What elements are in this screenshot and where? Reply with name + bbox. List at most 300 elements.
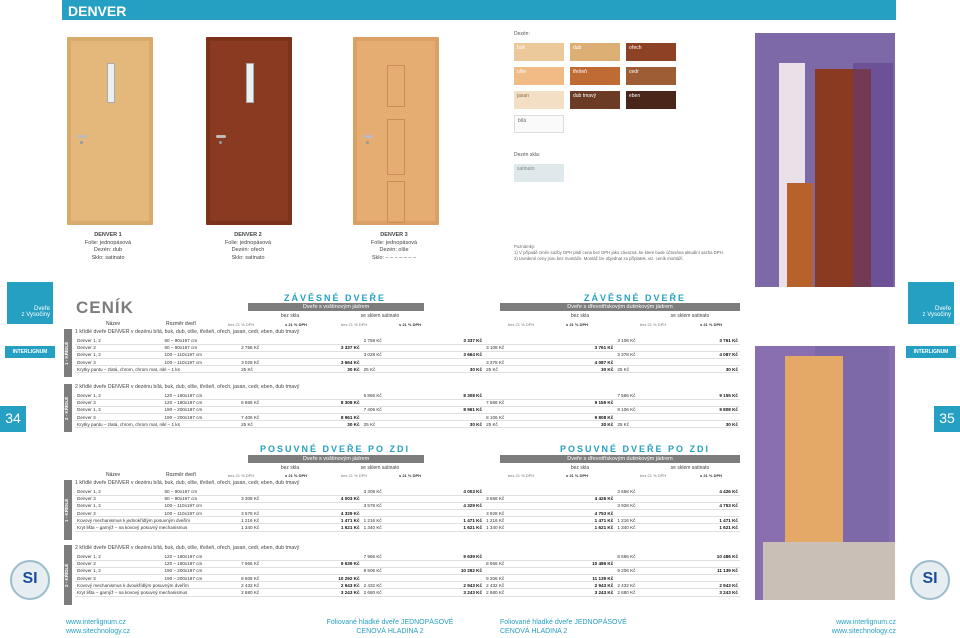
table-row — [75, 553, 740, 560]
table-cell: 30 Kč — [300, 421, 361, 428]
table-cell: 25 Kč — [615, 421, 676, 428]
table-cell: Krytky pantu – zlatá, chrom, chrom mat, nikl – 1 ks — [75, 421, 239, 428]
door-3 — [353, 37, 439, 225]
door-caption-pattern: Dezén: dub — [93, 247, 123, 253]
group-note: 1 křídlé dveře DENVER v dezénu bílá, buk, dub, olše, třešeň, ořech, jasan, cedr, eben, dub tmavý — [75, 480, 300, 486]
table-cell — [362, 399, 423, 406]
table-cell — [239, 337, 300, 344]
table-cell — [362, 344, 423, 351]
table-cell — [484, 567, 550, 574]
table-cell: 10 486 Kč — [550, 560, 616, 567]
table-cell: 3 761 Kč — [550, 344, 616, 351]
col-name: Název — [106, 321, 121, 327]
table-cell: 100 – 110x197 cm — [163, 510, 240, 517]
table-cell: 3 243 Kč — [677, 589, 740, 596]
table-cell — [615, 399, 676, 406]
table-cell: 8 106 Kč — [615, 406, 676, 413]
table-cell: 4 329 Kč — [300, 510, 361, 517]
swatch-4 — [570, 67, 620, 85]
group-note: 1 křídlé dveře DENVER v dezénu bílá, buk, dub, olše, třešeň, ořech, jasan, cedr, eben, dub tmavý — [75, 329, 300, 335]
col-s-dph: s 21 % DPH — [399, 473, 422, 478]
table-cell — [484, 392, 550, 399]
table-cell — [484, 337, 550, 344]
table-cell: 2 680 Kč — [239, 589, 300, 596]
table-cell: 60 – 90x197 cm — [163, 337, 240, 344]
table-cell — [239, 502, 300, 509]
table-cell — [300, 502, 361, 509]
table-cell: 1 340 Kč — [615, 524, 676, 531]
swatch-3 — [514, 67, 564, 85]
floor — [763, 542, 895, 600]
subhead-se_sklem: se sklem satinato — [670, 465, 710, 471]
col-s-dph: s 21 % DPH — [700, 473, 723, 478]
table-row — [75, 524, 740, 531]
table-cell: 1 216 Kč — [615, 517, 676, 524]
footer-web-2[interactable]: www.sitechnology.cz — [66, 628, 131, 635]
table-cell: 30 Kč — [423, 366, 484, 373]
page-title: DENVER — [68, 3, 127, 19]
table-cell — [423, 495, 484, 502]
table-cell: 1 216 Kč — [239, 517, 300, 524]
table-cell: 3 928 Kč — [615, 502, 676, 509]
page-number-left: 34 — [0, 406, 26, 432]
si-logo-right: SI — [910, 560, 950, 600]
col-s-dph: s 21 % DPH — [700, 322, 723, 327]
table-cell: 1 621 Kč — [550, 524, 616, 531]
table-cell: 9 206 Kč — [615, 567, 676, 574]
table-cell: 100 – 110x197 cm — [163, 502, 240, 509]
door-caption-foil: Folie: jednopásová — [370, 239, 418, 246]
table-cell — [484, 553, 550, 560]
subhead-se_sklem: se sklem satinato — [360, 313, 400, 319]
table-cell: 7 566 Kč — [615, 392, 676, 399]
swatch-label: Dezén: — [514, 31, 530, 37]
table-cell: 2 943 Kč — [300, 582, 361, 589]
footer-mid-right — [500, 618, 660, 636]
table-row — [75, 399, 740, 406]
price-table-p2 — [75, 553, 740, 597]
table-cell — [300, 392, 361, 399]
table-cell — [677, 560, 740, 567]
table-row — [75, 392, 740, 399]
table-cell: 60 – 90x197 cm — [163, 344, 240, 351]
handle-icon — [216, 135, 226, 138]
table-cell — [550, 392, 616, 399]
table-cell: 1 621 Kč — [677, 524, 740, 531]
footer-web-2[interactable]: www.sitechnology.cz — [831, 628, 896, 635]
table-cell: 3 761 Kč — [677, 337, 740, 344]
table-cell — [300, 567, 361, 574]
table-cell: 1 471 Kč — [423, 517, 484, 524]
door-panel-groove — [387, 65, 405, 107]
table-cell: 8 308 Kč — [300, 399, 361, 406]
table-cell — [423, 344, 484, 351]
swatch-9 — [514, 115, 564, 133]
swatch-name: bílá — [518, 118, 527, 124]
table-cell: 2 943 Kč — [550, 582, 616, 589]
note-2: 2) Uvedené ceny jsou bez montáže. Montáž lze objednat za příplatek, viz. ceník montáží. — [514, 256, 684, 261]
col-size: Rozměr dveří — [166, 321, 197, 327]
table-cell: Krytky pantu – zlatá, chrom, chrom mat, nikl – 1 ks — [75, 366, 239, 373]
table-cell: 120 – 180x197 cm — [163, 399, 240, 406]
table-cell: 2 943 Kč — [677, 582, 740, 589]
table-row — [75, 495, 740, 502]
lock-icon — [366, 141, 369, 144]
price-table-p1 — [75, 488, 740, 532]
table-cell: Denver 3 — [75, 399, 163, 406]
glass-pane — [107, 63, 115, 103]
bar-vostinove: Dveře s voštinovým jádrem — [248, 455, 424, 463]
door-caption-name: DENVER 2 — [234, 232, 262, 238]
door-caption-foil: Folie: jednopásová — [84, 239, 132, 246]
section-title-zavesne-left: ZÁVĚSNÉ DVEŘE — [283, 293, 387, 303]
table-cell: 190 – 200x197 cm — [163, 567, 240, 574]
col-s-dph: s 21 % DPH — [566, 473, 589, 478]
glass-label: Dezén skla: — [514, 152, 541, 158]
table-cell: 1 621 Kč — [300, 524, 361, 531]
footer-price-level: CENOVÁ HLADINA 2 — [356, 628, 424, 635]
table-cell: Denver 3 — [75, 575, 163, 582]
table-row — [75, 366, 740, 373]
table-cell: Denver 1, 2 — [75, 567, 163, 574]
door-panel-groove — [387, 119, 405, 175]
table-cell: 8 506 Kč — [239, 575, 300, 582]
table-cell: 3 308 Kč — [239, 495, 300, 502]
table-cell — [484, 488, 550, 495]
table-cell — [362, 495, 423, 502]
brand-sub: z Vysočiny — [922, 312, 951, 318]
table-cell: 2 432 Kč — [615, 582, 676, 589]
table-cell: 30 Kč — [550, 366, 616, 373]
lock-icon — [80, 141, 83, 144]
col-bez-dph: bez 21 % DPH — [341, 473, 368, 478]
table-row — [75, 344, 740, 351]
swatch-1 — [570, 43, 620, 61]
table-cell — [423, 399, 484, 406]
col-bez-dph: bez 21 % DPH — [508, 473, 535, 478]
table-row — [75, 582, 740, 589]
table-cell — [615, 560, 676, 567]
table-cell: 7 966 Kč — [362, 553, 423, 560]
footer-web-1[interactable]: www.interlignum.cz — [836, 619, 896, 626]
table-cell — [677, 510, 740, 517]
subhead-se_sklem: se sklem satinato — [360, 465, 400, 471]
table-cell: 1 471 Kč — [677, 517, 740, 524]
table-cell: 190 – 200x197 cm — [163, 406, 240, 413]
footer-right — [820, 618, 896, 636]
table-cell: 9 206 Kč — [484, 575, 550, 582]
table-cell: 2 680 Kč — [615, 589, 676, 596]
table-cell: 4 753 Kč — [550, 510, 616, 517]
table-cell: Kovový mechanismus k jednokřídlým posuvným dveřím — [75, 517, 239, 524]
door-caption-name: DENVER 1 — [94, 232, 122, 238]
table-cell — [484, 502, 550, 509]
footer-series: Foliované hladké dveře JEDNOPÁSOVÉ — [500, 619, 627, 626]
table-cell: 8 666 Kč — [484, 560, 550, 567]
table-cell — [550, 553, 616, 560]
table-cell: 3 243 Kč — [423, 589, 484, 596]
table-cell: Denver 1, 2 — [75, 406, 163, 413]
table-row — [75, 406, 740, 413]
table-cell — [550, 488, 616, 495]
table-cell: 4 753 Kč — [677, 502, 740, 509]
footer-price-level: CENOVÁ HLADINA 2 — [500, 628, 568, 635]
handle-icon — [363, 135, 373, 138]
table-cell: 2 432 Kč — [362, 582, 423, 589]
col-s-dph: s 21 % DPH — [399, 322, 422, 327]
table-cell: 120 – 180x197 cm — [163, 392, 240, 399]
table-cell: 8 106 Kč — [484, 414, 550, 421]
table-cell — [423, 510, 484, 517]
table-cell: 30 Kč — [550, 421, 616, 428]
table-cell: 10 292 Kč — [300, 575, 361, 582]
table-cell: 25 Kč — [362, 366, 423, 373]
table-cell: 100 – 110x197 cm — [163, 359, 240, 366]
brand-word: Dveře — [33, 306, 50, 312]
table-cell — [300, 351, 361, 358]
table-cell: Denver 1, 2 — [75, 351, 163, 358]
table-row — [75, 575, 740, 582]
door-caption-pattern: Dezén: olše — [379, 247, 409, 253]
table-cell: 1 340 Kč — [484, 524, 550, 531]
table-cell: 3 243 Kč — [550, 589, 616, 596]
swatch-6 — [514, 91, 564, 109]
table-cell: 190 – 200x197 cm — [163, 414, 240, 421]
table-cell: 2 432 Kč — [239, 582, 300, 589]
swatch-2 — [626, 43, 676, 61]
table-cell: 4 329 Kč — [423, 502, 484, 509]
table-cell — [300, 337, 361, 344]
table-cell: 1 216 Kč — [484, 517, 550, 524]
price-table-z2 — [75, 392, 740, 428]
table-cell: Denver 1, 2 — [75, 488, 163, 495]
table-cell: 30 Kč — [677, 421, 740, 428]
table-cell: 30 Kč — [423, 421, 484, 428]
table-cell: 25 Kč — [239, 366, 300, 373]
table-cell: 8 308 Kč — [423, 392, 484, 399]
table-cell: 8 506 Kč — [362, 567, 423, 574]
table-row — [75, 589, 740, 596]
table-cell — [615, 414, 676, 421]
table-cell: 7 406 Kč — [239, 414, 300, 421]
table-cell — [677, 359, 740, 366]
table-cell — [300, 406, 361, 413]
table-cell: Denver 1, 2 — [75, 553, 163, 560]
table-cell — [423, 359, 484, 366]
bar-vostinove: Dveře s voštinovým jádrem — [248, 303, 424, 311]
table-cell: Denver 1, 2 — [75, 337, 163, 344]
table-cell: 8 961 Kč — [300, 414, 361, 421]
table-cell: 100 – 110x197 cm — [163, 351, 240, 358]
page-header — [62, 0, 896, 20]
swatch-name: eben — [629, 93, 641, 99]
group-note: 2 křídlé dveře DENVER v dezénu bílá, buk, dub, olše, třešeň, ořech, jasan, cedr, eben, dub tmavý — [75, 545, 300, 551]
table-cell: 1 216 Kč — [362, 517, 423, 524]
table-cell: 30 Kč — [677, 366, 740, 373]
table-cell: 4 426 Kč — [677, 488, 740, 495]
table-cell — [423, 560, 484, 567]
notes-title: Poznámky: — [514, 244, 536, 249]
door-caption — [53, 232, 163, 262]
si-logo-left: SI — [10, 560, 50, 600]
wing-label: 1 - KŘÍDLÉ — [64, 329, 72, 377]
table-cell: 120 – 180x197 cm — [163, 560, 240, 567]
table-cell: 1 471 Kč — [550, 517, 616, 524]
table-row — [75, 502, 740, 509]
bar-dtd: Dveře s dřevotřískovým dutinkovým jádrem — [500, 303, 740, 311]
table-cell: 8 666 Kč — [615, 553, 676, 560]
swatch-name: dub — [573, 45, 582, 51]
table-cell: 6 866 Kč — [239, 399, 300, 406]
table-cell: 30 Kč — [300, 366, 361, 373]
notes — [514, 244, 744, 262]
subhead-bez_skla: bez skla — [280, 313, 300, 319]
table-cell: 190 – 200x197 cm — [163, 575, 240, 582]
col-s-dph: s 21 % DPH — [285, 322, 308, 327]
cabinet — [787, 183, 813, 287]
table-cell: 3 378 Kč — [615, 351, 676, 358]
table-cell — [239, 553, 300, 560]
table-cell: 3 578 Kč — [362, 502, 423, 509]
table-cell — [615, 495, 676, 502]
wing-label: 2 - KŘÍDLÉ — [64, 384, 72, 432]
table-cell: Denver 3 — [75, 414, 163, 421]
table-cell: 3 337 Kč — [300, 344, 361, 351]
table-cell — [615, 344, 676, 351]
door-caption-glass: Sklo: satinato — [231, 254, 265, 261]
swatch-name: olše — [517, 69, 527, 75]
table-cell: Denver 1, 2 — [75, 502, 163, 509]
table-cell: 4 426 Kč — [550, 495, 616, 502]
table-cell — [550, 337, 616, 344]
wing-label: 2 - KŘÍDLÉ — [64, 545, 72, 605]
section-title-posuvne-left: POSUVNÉ DVEŘE PO ZDI — [259, 444, 411, 454]
glass-pane — [246, 63, 254, 103]
table-cell — [362, 560, 423, 567]
table-cell: 3 664 Kč — [423, 351, 484, 358]
table-cell: 1 340 Kč — [362, 524, 423, 531]
door-caption-name: DENVER 3 — [380, 232, 408, 238]
door-2 — [206, 37, 292, 225]
table-cell: Kryt lišta – garnýž – na kovový posuvný mechanismus — [75, 524, 239, 531]
table-cell: 25 Kč — [484, 421, 550, 428]
table-cell: 3 108 Kč — [615, 337, 676, 344]
table-cell: 3 337 Kč — [423, 337, 484, 344]
table-cell — [239, 567, 300, 574]
table-cell — [484, 406, 550, 413]
swatch-5 — [626, 67, 676, 85]
table-cell: 9 808 Kč — [550, 414, 616, 421]
table-row — [75, 351, 740, 358]
table-cell: 1 621 Kč — [423, 524, 484, 531]
swatch-name: třešeň — [573, 69, 587, 75]
subhead-se_sklem: se sklem satinato — [670, 313, 710, 319]
table-cell: 25 Kč — [362, 421, 423, 428]
table-cell — [300, 553, 361, 560]
table-cell: 3 578 Kč — [239, 510, 300, 517]
col-bez-dph: bez 21 % DPH — [228, 322, 255, 327]
table-cell — [300, 488, 361, 495]
table-row — [75, 567, 740, 574]
table-cell: 2 758 Kč — [362, 337, 423, 344]
table-cell: 3 028 Kč — [362, 351, 423, 358]
table-cell — [362, 575, 423, 582]
table-cell — [362, 359, 423, 366]
table-cell: 9 639 Kč — [300, 560, 361, 567]
table-cell: 7 966 Kč — [239, 560, 300, 567]
table-cell: 2 432 Kč — [484, 582, 550, 589]
table-cell: 4 087 Kč — [550, 359, 616, 366]
col-bez-dph: bez 21 % DPH — [341, 322, 368, 327]
swatch-name: cedr — [629, 69, 639, 75]
price-table-z1 — [75, 337, 740, 373]
table-cell — [362, 510, 423, 517]
table-cell: 9 808 Kč — [677, 406, 740, 413]
subhead-bez_skla: bez skla — [570, 313, 590, 319]
table-cell — [484, 351, 550, 358]
swatch-7 — [570, 91, 620, 109]
table-cell: 2 680 Kč — [484, 589, 550, 596]
table-cell — [550, 351, 616, 358]
table-cell: Denver 3 — [75, 359, 163, 366]
swatch-0 — [514, 43, 564, 61]
table-row — [75, 560, 740, 567]
table-cell: 120 – 180x197 cm — [163, 553, 240, 560]
subhead-bez_skla: bez skla — [570, 465, 590, 471]
table-cell: 2 943 Kč — [423, 582, 484, 589]
group-note: 2 křídlé dveře DENVER v dezénu bílá, buk, dub, olše, třešeň, ořech, jasan, cedr, eben, dub tmavý — [75, 384, 300, 390]
footer-mid-left — [310, 618, 470, 636]
table-cell: 10 292 Kč — [423, 567, 484, 574]
brand-sub: z Vysočiny — [21, 312, 50, 318]
interior-photo-bottom — [755, 346, 895, 600]
pricelist-title: CENÍK — [76, 298, 134, 317]
table-cell — [239, 351, 300, 358]
footer-series: Foliované hladké dveře JEDNOPÁSOVÉ — [326, 619, 454, 626]
table-cell: 3 028 Kč — [239, 359, 300, 366]
wall-shadow — [853, 63, 893, 287]
col-s-dph: s 21 % DPH — [566, 322, 589, 327]
swatch-name: dub tmavý — [573, 93, 597, 99]
table-cell — [239, 488, 300, 495]
table-row — [75, 337, 740, 344]
interlignum-logo-right: INTERLIGNUM — [906, 346, 956, 358]
table-cell: 3 378 Kč — [484, 359, 550, 366]
table-cell: 3 658 Kč — [615, 488, 676, 495]
table-cell: 7 406 Kč — [362, 406, 423, 413]
table-cell: Denver 1, 2 — [75, 392, 163, 399]
wing-label: 1 - KŘÍDLÉ — [64, 480, 72, 540]
table-cell: 25 Kč — [615, 366, 676, 373]
table-cell: 6 866 Kč — [362, 392, 423, 399]
table-cell: 60 – 90x197 cm — [163, 488, 240, 495]
table-cell: 4 003 Kč — [423, 488, 484, 495]
note-1: 1) V případě změn sazby DPH platí cena bez DPH jako závazná, ke které bude účtována aktuální sazba DPH. — [514, 250, 724, 255]
brand-word: Dveře — [934, 306, 951, 312]
table-cell: Denver 3 — [75, 344, 163, 351]
handle-icon — [77, 135, 87, 138]
table-cell — [615, 510, 676, 517]
brand-box-left — [7, 282, 53, 324]
swatch-name: ořech — [629, 45, 642, 51]
subhead-bez_skla: bez skla — [280, 465, 300, 471]
footer-web-1[interactable]: www.interlignum.cz — [66, 619, 126, 626]
glass-swatch — [514, 164, 564, 182]
section-title-posuvne-right: POSUVNÉ DVEŘE PO ZDI — [559, 444, 711, 454]
col-bez-dph: bez 21 % DPH — [228, 473, 255, 478]
table-cell: 25 Kč — [239, 421, 300, 428]
table-row — [75, 517, 740, 524]
